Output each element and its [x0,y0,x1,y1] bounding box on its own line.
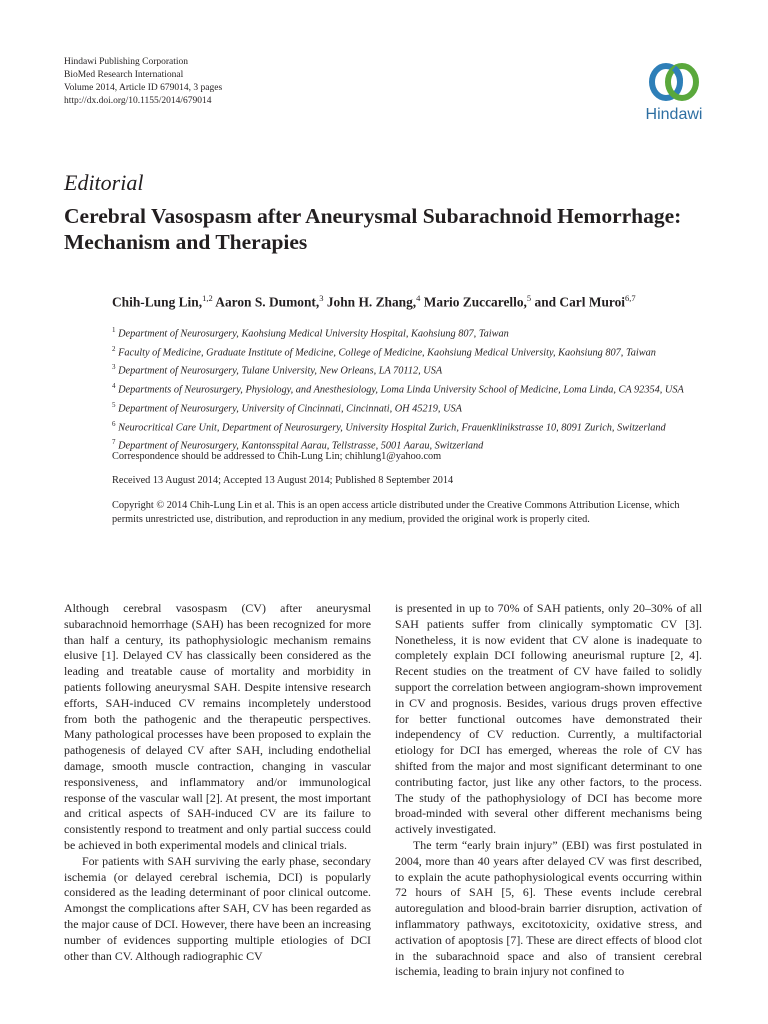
author-name[interactable]: and Carl Muroi [534,294,626,310]
author-name[interactable]: Mario Zuccarello, [423,294,527,310]
author-name[interactable]: John H. Zhang, [326,294,417,310]
body-paragraph: Although cerebral vasospasm (CV) after aneurysmal subarachnoid hemorrhage (SAH) has been recognized for more than half a century, its pathophysiologic mechanism remains elusive [1]. Delayed CV has classically been considered as the leading and treatable cause of mortality and morbidity in patients following aneurysmal SAH. Despite intensive research efforts, SAH-induced CV remains incompletely understood from both the pathogenic and the therapeutic perspectives. Many pathological processes have been proposed to explain the pathogenesis of delayed CV after SAH, including endothelial damage, smooth muscle contraction, changing in vascular responsiveness, and inflammatory and/or immunological response of the vascular wall [2]. At present, the most important and critical aspects of SAH-induced CV are its failure to consistently respond to treatment and only partial success could be achieved in both experimental models and clinical trials. [64,601,371,852]
author-affiliation-marker: 3 [319,293,324,303]
logo-wordmark: Hindawi [645,106,703,123]
publication-dates: Received 13 August 2014; Accepted 13 August 2014; Published 8 September 2014 [112,475,454,486]
journal-header [64,56,222,108]
affiliation-item [112,379,712,398]
author-affiliation-marker: 6,7 [625,293,636,303]
affiliation-item [112,323,712,342]
affiliation-item [112,398,712,417]
hindawi-logo [636,60,712,124]
affiliation-text: Departments of Neurosurgery, Physiology, and Anesthesiology, Loma Linda University School of Medicine, Loma Linda, CA 92354, USA [118,384,684,396]
affiliation-marker: 4 [112,382,116,391]
article-type: Editorial [64,170,144,195]
author-name[interactable]: Aaron S. Dumont, [215,294,320,310]
body-paragraph: is presented in up to 70% of SAH patients, only 20–30% of all SAH patients suffer from clinically symptomatic CV [3]. Nonetheless, it is now evident that CV alone is inadequate to completely explain DCI following aneurismal rupture [2, 4]. Recent studies on the treatment of CV have failed to solidly support the correlation between angiogram-shown improvement in CV and prognosis. Besides, various drugs proven effective for better functional outcomes have demonstrated their independency of CV reduction. Currently, a multifactorial etiology for DCI has emerged, whereas the role of CV has shifted from the major and most significant determinant to one contributing factor, just like any other factors, to the process. The study of the pathophysiology of DCI has become more broad-minded with several other different mechanisms being actively investigated. [395,601,702,837]
copyright-notice: Copyright © 2014 Chih-Lung Lin et al. This is an open access article distributed under the Creative Commons Attribution License, which permits unrestricted use, distribution, and reproduction in any medium, provided the original work is properly cited. [112,500,680,525]
affiliation-text: Department of Neurosurgery, Tulane University, New Orleans, LA 70112, USA [118,365,443,377]
affiliation-list [112,323,712,454]
affiliation-item [112,417,712,436]
body-column-left [64,601,371,964]
correspondence-note: Correspondence should be addressed to Chih-Lung Lin; chihlung1@yahoo.com [112,451,442,462]
affiliation-marker: 7 [112,438,116,447]
affiliation-text: Department of Neurosurgery, Kantonsspital Aarau, Tellstrasse, 5001 Aarau, Switzerland [118,440,484,452]
body-paragraph: The term “early brain injury” (EBI) was first postulated in 2004, more than 40 years after delayed CV was first described, to explain the acute pathophysiological events occurring within 72 hours of SAH [5, 6]. These events include cerebral autoregulation and blood-brain barrier disruption, activation of inflammatory pathways, excitotoxicity, oxidative stress, and activation of apoptosis [7]. These are direct effects of blood clot in the subarachnoid space and also of transient cerebral ischemia, leading to brain injury not confined to [395,837,702,979]
affiliation-marker: 3 [112,363,116,372]
hindawi-logo-icon [646,60,702,104]
journal-name: BioMed Research International [64,70,184,80]
affiliation-text: Department of Neurosurgery, University of Cincinnati, Cincinnati, OH 45219, USA [118,403,462,415]
affiliation-text: Department of Neurosurgery, Kaohsiung Medical University Hospital, Kaohsiung 807, Taiwan [118,328,509,340]
publisher-name: Hindawi Publishing Corporation [64,57,189,67]
author-affiliation-marker: 5 [526,293,532,303]
affiliation-marker: 6 [112,419,116,428]
affiliation-marker: 1 [112,326,116,334]
affiliation-item [112,342,712,361]
article-title: Cerebral Vasospasm after Aneurysmal Subarachnoid Hemorrhage: Mechanism and Therapies [64,204,682,254]
affiliation-marker: 5 [112,400,116,409]
affiliation-item [112,360,712,379]
affiliation-text: Neurocritical Care Unit, Department of Neurosurgery, University Hospital Zurich, Frauenklinikstrasse 10, 8091 Zurich, Switzerland [118,422,666,434]
body-column-right [395,601,702,980]
author-affiliation-marker: 4 [416,293,421,303]
body-paragraph: For patients with SAH surviving the early phase, secondary ischemia (or delayed cerebral ischemia, DCI) is popularly considered as the leading determinant of poor clinical outcome. Amongst the complications after SAH, CV has been regarded as the major cause of DCI. However, there have been an increasing number of evidences supporting multiple etiologies of DCI other than CV. Although radiographic CV [64,853,371,963]
volume-info: Volume 2014, Article ID 679014, 3 pages [64,83,223,93]
author-affiliation-marker: 1,2 [202,293,213,303]
author-name[interactable]: Chih-Lung Lin, [112,294,203,310]
author-list [112,293,636,310]
affiliation-text: Faculty of Medicine, Graduate Institute of Medicine, College of Medicine, Kaohsiung Medical University, Kaohsiung 807, Taiwan [118,347,656,359]
doi-link[interactable]: http://dx.doi.org/10.1155/2014/679014 [64,96,212,106]
affiliation-marker: 2 [112,344,116,353]
